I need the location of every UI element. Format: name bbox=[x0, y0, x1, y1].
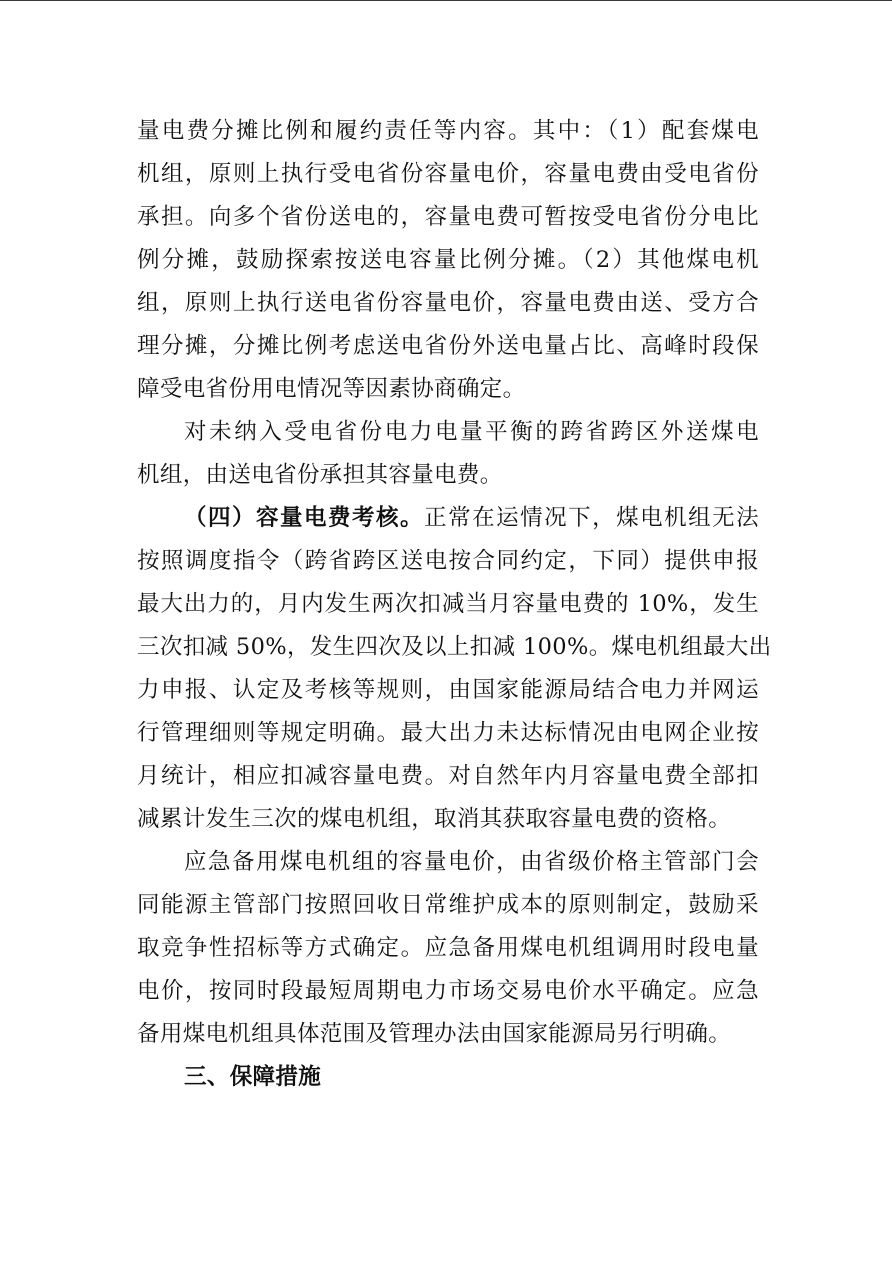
text-line: 电价，按同时段最短周期电力市场交易电价水平确定。应急 bbox=[137, 978, 759, 1004]
text-line: 按照调度指令（跨省跨区送电按合同约定，下同）提供申报 bbox=[137, 548, 759, 574]
text-line: 组，原则上执行送电省份容量电价，容量电费由送、受方合 bbox=[137, 290, 759, 316]
paragraph-emergency-backup-units bbox=[137, 841, 759, 1056]
text-line bbox=[137, 497, 759, 540]
text-line: 机组，原则上执行受电省份容量电价，容量电费由受电省份 bbox=[137, 161, 759, 187]
text-line: 备用煤电机组具体范围及管理办法由国家能源局另行明确。 bbox=[137, 1021, 732, 1047]
paragraph-capacity-fee-sharing bbox=[137, 110, 759, 411]
text-line: 三次扣减 50%，发生四次及以上扣减 100%。煤电机组最大出 bbox=[137, 634, 772, 660]
text-line: 对未纳入受电省份电力电量平衡的跨省跨区外送煤电 bbox=[184, 419, 759, 445]
text-span: 正常在运情况下，煤电机组无法 bbox=[424, 505, 759, 531]
section-heading: 三、保障措施 bbox=[184, 1064, 322, 1090]
subsection-heading: （四）容量电费考核。 bbox=[184, 505, 425, 531]
text-line: 例分摊，鼓励探索按送电容量比例分摊。（2）其他煤电机 bbox=[137, 247, 759, 273]
text-line: 承担。向多个省份送电的，容量电费可暂按受电省份分电比 bbox=[137, 204, 759, 230]
text-line: 行管理细则等规定明确。最大出力未达标情况由电网企业按 bbox=[137, 720, 759, 746]
text-line: 机组，由送电省份承担其容量电费。 bbox=[137, 462, 503, 488]
text-line: 量电费分摊比例和履约责任等内容。其中：（1）配套煤电 bbox=[137, 118, 759, 144]
text-line: 月统计，相应扣减容量电费。对自然年内月容量电费全部扣 bbox=[137, 763, 759, 789]
text-line: 障受电省份用电情况等因素协商确定。 bbox=[137, 376, 526, 402]
paragraph-capacity-fee-assessment bbox=[137, 497, 772, 841]
text-line: 力申报、认定及考核等规则，由国家能源局结合电力并网运 bbox=[137, 677, 759, 703]
paragraph-cross-region-units bbox=[137, 411, 759, 497]
text-line: 取竞争性招标等方式确定。应急备用煤电机组调用时段电量 bbox=[137, 935, 759, 961]
top-border-rule bbox=[0, 0, 892, 1]
document-page bbox=[137, 110, 772, 1099]
text-line: 理分摊，分摊比例考虑送电省份外送电量占比、高峰时段保 bbox=[137, 333, 759, 359]
text-line: 减累计发生三次的煤电机组，取消其获取容量电费的资格。 bbox=[137, 806, 732, 832]
text-line: 最大出力的，月内发生两次扣减当月容量电费的 10%，发生 bbox=[137, 591, 759, 617]
text-line: 同能源主管部门按照回收日常维护成本的原则制定，鼓励采 bbox=[137, 892, 759, 918]
text-line: 应急备用煤电机组的容量电价，由省级价格主管部门会 bbox=[184, 849, 759, 875]
